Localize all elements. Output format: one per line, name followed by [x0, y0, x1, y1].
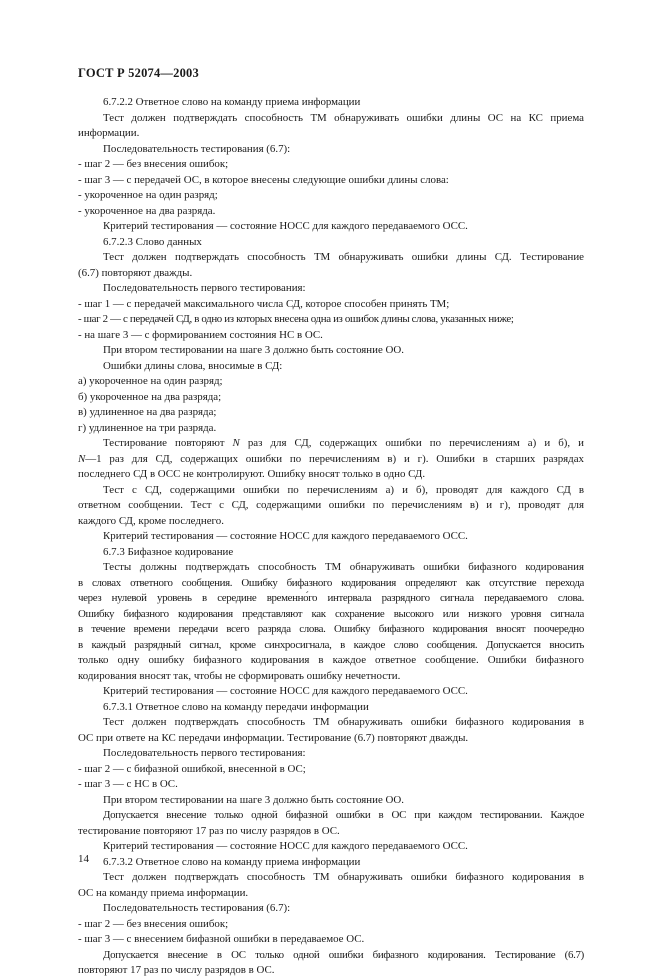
list-item: - укороченное на один разряд; — [78, 189, 218, 201]
list-item: - шаг 2 — с бифазной ошибкой, внесенной в ОС; — [78, 762, 306, 775]
text-line: в каждый разрядный сигнал, кроме синхросигнала, в каждое слово сообщения. Допускается вносить — [78, 638, 584, 651]
variable-n: N — [232, 437, 240, 449]
text-line: Критерий тестирования — состояние НОСС для каждого передаваемого ОСС. — [103, 220, 468, 232]
text-line: Критерий тестирования — состояние НОСС для каждого передаваемого ОСС. — [103, 840, 468, 852]
text-line: Последовательность первого тестирования: — [103, 282, 306, 294]
section-heading: 6.7.2.2 Ответное слово на команду приема информации — [103, 96, 361, 108]
page-number: 14 — [78, 853, 89, 865]
text-line: тестирование повторяют 17 раз по числу разрядов в ОС. — [78, 824, 340, 837]
list-item: - шаг 1 — с передачей максимального числа СД, которое способен принять ТМ; — [78, 297, 450, 310]
text-line: ОС при ответе на КС передачи информации. Тестирование (6.7) повторяют дважды. — [78, 731, 469, 744]
text-line: Тест должен подтверждать способность ТМ обнаруживать ошибки длины ОС на КС приема — [103, 111, 584, 124]
text-line: повторяют 17 раз по числу разрядов в ОС. — [78, 964, 275, 976]
list-item: - шаг 3 — с НС в ОС. — [78, 778, 178, 790]
text-line: Последовательность тестирования (6.7): — [103, 142, 291, 155]
text-line: Тест должен подтверждать способность ТМ обнаруживать ошибки длины СД. Тестирование — [103, 251, 584, 263]
text-line: Допускается внесение только одной бифазной ошибки в ОС при каждом тестировании. Каждое — [103, 809, 584, 821]
text-line: в словах ответного сообщения. Ошибку бифазного кодирования определяют как отсутствие перехода — [78, 576, 584, 589]
list-item: - укороченное на два разряда. — [78, 204, 216, 217]
text-line: При втором тестировании на шаге 3 должно быть состояние ОО. — [103, 344, 404, 356]
text-line: Ошибки длины слова, вносимые в СД: — [103, 359, 283, 372]
text-line: последнего СД в ОСС не контролируют. Ошибку вносят только в одно СД. — [78, 468, 426, 480]
list-item: - шаг 2 — с передачей СД, в одно из которых внесена одна из ошибок длины слова, указанных ниже; — [78, 313, 514, 325]
text-line: только одну ошибку бифазного кодирования в каждое ответное сообщение. Ошибки бифазного — [78, 654, 584, 666]
section-heading: 6.7.3.1 Ответное слово на команду передачи информации — [103, 700, 369, 713]
text-line: (6.7) повторяют дважды. — [78, 266, 193, 279]
text-line: Последовательность тестирования (6.7): — [103, 902, 291, 914]
list-item: - шаг 2 — без внесения ошибок; — [78, 917, 229, 930]
text-line: Тест должен подтверждать способность ТМ обнаруживать ошибки бифазного кодирования в — [103, 871, 584, 883]
variable-n: N — [78, 452, 86, 465]
text-line: Критерий тестирования — состояние НОСС для каждого передаваемого ОСС. — [103, 685, 468, 697]
text-line: N—1 раз для СД, содержащих ошибки по перечислениям в) и г). Ошибки в старших разрядах — [78, 452, 584, 465]
text-line: Тест с СД, содержащими ошибки по перечислениям а) и б), проводят для каждого СД в — [103, 483, 584, 496]
document-header: ГОСТ Р 52074—2003 — [78, 66, 199, 80]
list-item: а) укороченное на один разряд; — [78, 375, 223, 387]
section-heading: 6.7.2.3 Слово данных — [103, 235, 202, 248]
text-line: Критерий тестирования — состояние НОСС для каждого передаваемого ОСС. — [103, 530, 468, 542]
text-line: При втором тестировании на шаге 3 должно быть состояние ОО. — [103, 793, 404, 806]
text-line: Допускается внесение в ОС только одной ошибки бифазного кодирования. Тестирование (6.7) — [103, 948, 584, 961]
text-line: ответном сообщении. Тест с СД, содержащими ошибки по перечислениям в) и г), проводят для — [78, 499, 584, 511]
text-line: Тест должен подтверждать способность ТМ обнаруживать ошибки бифазного кодирования в — [103, 716, 584, 728]
list-item: - шаг 3 — с внесением бифазной ошибки в передаваемое ОС. — [78, 933, 365, 945]
text-line: Последовательность первого тестирования: — [103, 747, 306, 759]
text-line: Тесты должны подтверждать способность ТМ обнаруживать ошибки бифазного кодирования — [103, 561, 584, 573]
text-line: через нулевой уровень в середине временно́го интервала разрядного сигнала передаваемого слова. — [78, 592, 584, 604]
section-heading: 6.7.3.2 Ответное слово на команду приема информации — [103, 855, 361, 868]
list-item: б) укороченное на два разряда; — [78, 390, 222, 403]
text-line: информации. — [78, 127, 140, 139]
text-line: Ошибку бифазного кодирования представляют как сохранение высокого или низкого уровня сигнала — [78, 607, 584, 620]
list-item: - на шаге 3 — с формированием состояния НС в ОС. — [78, 328, 323, 341]
list-item: - шаг 2 — без внесения ошибок; — [78, 158, 229, 170]
text-line: кодирования вносят так, чтобы не сформировать ошибку нечетности. — [78, 669, 401, 682]
document-body — [78, 95, 584, 979]
text-line: в течение времени передачи всего разряда слова. Ошибку бифазного кодирования вносят поочередно — [78, 623, 584, 635]
text-line: Тестирование повторяют N раз для СД, содержащих ошибки по перечислениям а) и б), и — [103, 437, 584, 449]
list-item: - шаг 3 — с передачей ОС, в которое внесены следующие ошибки длины слова: — [78, 173, 449, 186]
section-heading: 6.7.3 Бифазное кодирование — [103, 545, 234, 558]
text-line: каждого СД, кроме последнего. — [78, 514, 224, 527]
list-item: в) удлиненное на два разряда; — [78, 406, 217, 418]
list-item: г) удлиненное на три разряда. — [78, 421, 217, 434]
text-line: ОС на команду приема информации. — [78, 886, 249, 899]
